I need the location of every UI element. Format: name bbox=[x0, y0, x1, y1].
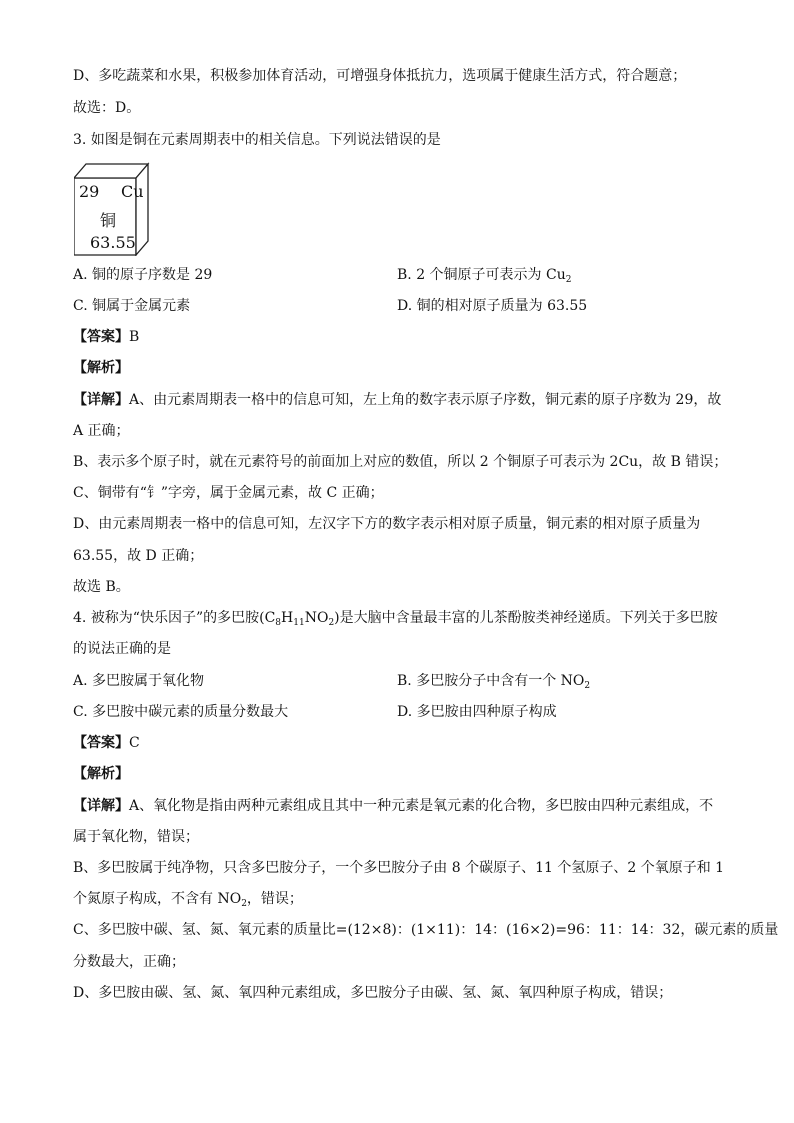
q4-answer: 【答案】C bbox=[73, 735, 140, 751]
q3-analysis-heading: 【解析】 bbox=[73, 360, 129, 376]
q3-conclusion: 故选 B。 bbox=[73, 579, 130, 595]
q2-conclusion: 故选：D。 bbox=[73, 100, 141, 116]
q4-detail-c-cont: 分数最大，正确； bbox=[73, 954, 185, 970]
q3-answer: 【答案】B bbox=[73, 329, 140, 345]
q4-detail-b-cont: 个氮原子构成，不含有 $NO_2$，错误； bbox=[73, 891, 303, 909]
q4-detail-b: B、多巴胺属于纯净物，只含多巴胺分子，一个多巴胺分子由 8 个碳原子、11 个氢原子、2 个氧原子和 1 bbox=[73, 860, 725, 876]
atomic-mass: 63.55 bbox=[90, 233, 136, 252]
q3-detail-d-cont: 63.55，故 D 正确； bbox=[73, 548, 204, 564]
q4-analysis-heading: 【解析】 bbox=[73, 766, 129, 782]
q4-stem: 4. 被称为“快乐因子”的多巴胺$(C_8H_{11}NO_2)$是大脑中含量最丰富的儿茶酚胺类神经递质。下列关于多巴胺 bbox=[73, 610, 718, 628]
copper-element-cell bbox=[74, 160, 154, 256]
q3-stem: 3. 如图是铜在元素周期表中的相关信息。下列说法错误的是 bbox=[73, 132, 441, 148]
q3-option-b: B. 2 个铜原子可表示为 $Cu_2$ bbox=[397, 267, 572, 285]
q2-option-d-explanation: D、多吃蔬菜和水果，积极参加体育活动，可增强身体抵抗力，选项属于健康生活方式，符合题意； bbox=[73, 68, 687, 84]
q3-detail-c: C、铜带有“钅”字旁，属于金属元素，故 C 正确； bbox=[73, 485, 384, 501]
q4-detail-d: D、多巴胺由碳、氢、氮、氧四种元素组成，多巴胺分子由碳、氢、氮、氧四种原子构成，错误； bbox=[73, 985, 673, 1001]
q3-detail-a: 【详解】A、由元素周期表一格中的信息可知，左上角的数字表示原子序数，铜元素的原子序数为 29，故 bbox=[73, 392, 722, 408]
q3-detail-d: D、由元素周期表一格中的信息可知，左汉字下方的数字表示相对原子质量，铜元素的相对原子质量为 bbox=[73, 516, 701, 532]
q4-detail-a: 【详解】A、氧化物是指由两种元素组成且其中一种元素是氧元素的化合物，多巴胺由四种元素组成，不 bbox=[73, 798, 714, 814]
q4-option-d: D. 多巴胺由四种原子构成 bbox=[397, 704, 557, 720]
q3-option-d: D. 铜的相对原子质量为 63.55 bbox=[397, 298, 588, 314]
q4-option-a: A. 多巴胺属于氧化物 bbox=[73, 673, 205, 689]
q3-detail-b: B、表示多个原子时，就在元素符号的前面加上对应的数值，所以 2 个铜原子可表示为 2Cu，故 B 错误； bbox=[73, 454, 728, 470]
element-name: 铜 bbox=[100, 211, 117, 230]
q3-option-c: C. 铜属于金属元素 bbox=[73, 298, 191, 314]
element-symbol: Cu bbox=[121, 182, 144, 201]
q4-detail-a-cont: 属于氧化物，错误； bbox=[73, 829, 199, 845]
q3-option-a: A. 铜的原子序数是 29 bbox=[73, 267, 213, 283]
q4-stem-cont: 的说法正确的是 bbox=[73, 641, 171, 657]
q4-option-c: C. 多巴胺中碳元素的质量分数最大 bbox=[73, 704, 289, 720]
atomic-number: 29 bbox=[79, 182, 100, 201]
q4-detail-c: C、多巴胺中碳、氢、氮、氧元素的质量比=(12×8)：(1×11)：14：(16×2)=96：11：14：32，碳元素的质量 bbox=[73, 922, 779, 938]
q3-detail-a-cont: A 正确； bbox=[73, 423, 130, 439]
q4-option-b: B. 多巴胺分子中含有一个 $NO_2$ bbox=[397, 673, 591, 691]
